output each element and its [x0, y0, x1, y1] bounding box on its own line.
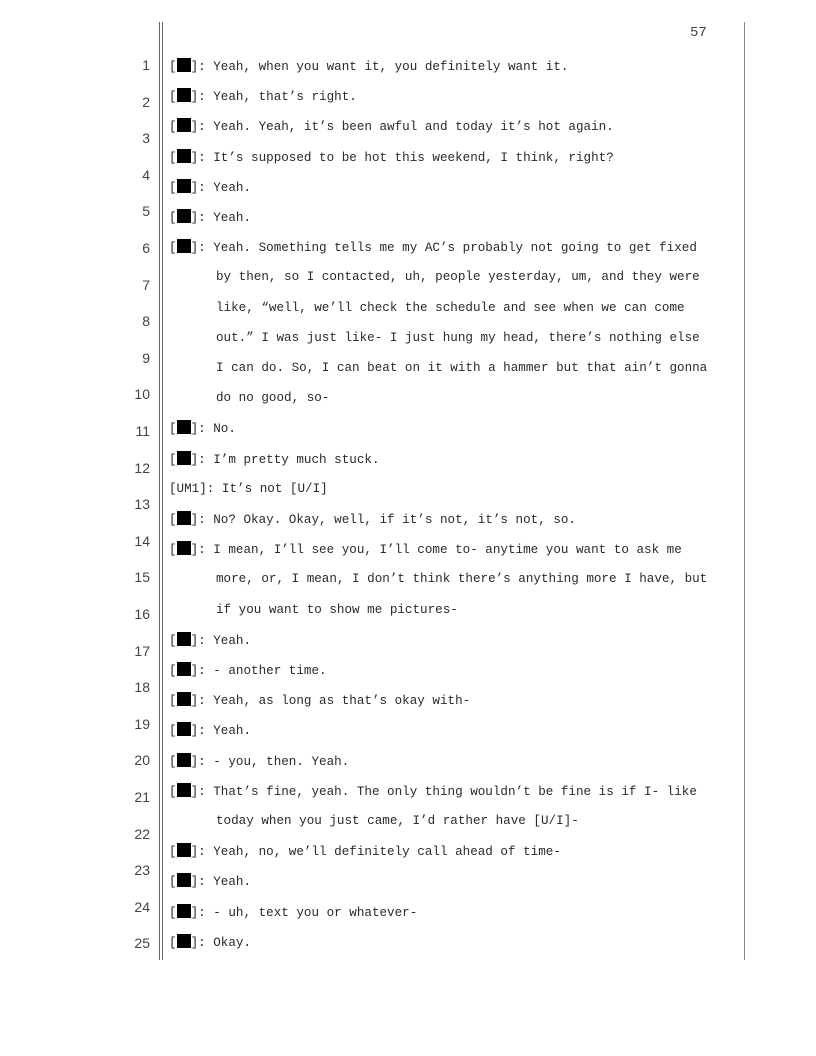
transcript-line: [ ]: I mean, I’ll see you, I’ll come to- anytime you want to ask me — [169, 543, 682, 558]
transcript-line — [216, 269, 700, 285]
transcript-line — [216, 330, 700, 346]
redaction-box — [177, 934, 191, 948]
transcript-text: ]: No. — [190, 422, 236, 437]
transcript-line: [ ]: Yeah. — [169, 180, 252, 195]
transcript-line: [ ]: No. — [169, 422, 236, 437]
redaction-box — [177, 541, 191, 555]
line-number: 12 — [134, 459, 150, 476]
line-number: 7 — [142, 276, 150, 293]
redaction-box — [177, 209, 191, 223]
transcript-text: ]: Yeah, no, we’ll definitely call ahead of time- — [190, 845, 561, 860]
transcript-text: ]: No? Okay. Okay, well, if it’s not, it’s not, so. — [190, 513, 576, 527]
transcript-line — [216, 390, 329, 406]
line-number: 16 — [134, 606, 150, 622]
transcript-text: ]: - uh, text you or whatever- — [190, 905, 418, 920]
speaker-label: [UM1] — [169, 481, 207, 496]
transcript-line: [ ]: I’m pretty much stuck. — [169, 452, 380, 467]
transcript-line: [ ]: That’s fine, yeah. The only thing wouldn’t be fine is if I- like — [169, 784, 697, 799]
transcript-text: out.” I was just like- I just hung my head, there’s nothing else — [216, 330, 700, 345]
line-number: 20 — [134, 752, 150, 769]
line-number: 5 — [142, 203, 150, 220]
transcript-line: [ ]: Yeah. — [169, 724, 252, 739]
transcript-text: ]: That’s fine, yeah. The only thing wouldn’t be fine is if I- like — [190, 784, 697, 799]
line-number: 24 — [134, 898, 150, 915]
redaction-box — [177, 722, 191, 736]
redaction-box — [177, 118, 191, 132]
redaction-box — [177, 692, 191, 706]
transcript-line: [ ]: Yeah, when you want it, you definitely want it. — [169, 60, 569, 74]
transcript-line: [ ]: Yeah. — [169, 875, 252, 890]
line-number: 11 — [135, 423, 150, 439]
transcript-text: ]: Okay. — [190, 935, 252, 950]
redaction-box — [177, 239, 191, 253]
transcript-line: [ ]: Yeah, as long as that’s okay with- — [169, 694, 471, 709]
line-number: 22 — [134, 825, 150, 842]
line-number: 15 — [134, 569, 150, 586]
left-margin-rule-inner — [162, 22, 163, 960]
transcript-text: ]: Yeah. — [190, 633, 252, 648]
transcript-line: [ ]: Yeah. — [169, 211, 252, 225]
transcript-text: : It’s not [U/I] — [206, 481, 328, 496]
transcript-text: ]: Yeah. Yeah, it’s been awful and today it’s hot again. — [190, 120, 614, 135]
transcript-line: [ ]: Yeah. Yeah, it’s been awful and today it’s hot again. — [169, 120, 614, 135]
transcript-text: I can do. So, I can beat on it with a hammer but that ain’t gonna — [216, 361, 708, 375]
redaction-box — [177, 662, 191, 676]
transcript-text: ]: Yeah. — [190, 724, 252, 739]
transcript-text: ]: - you, then. Yeah. — [190, 754, 350, 769]
line-number: 19 — [134, 715, 150, 732]
transcript-text: ]: Yeah, that’s right. — [190, 90, 357, 105]
redaction-box — [177, 632, 191, 646]
redaction-box — [177, 753, 191, 767]
redaction-box — [177, 179, 191, 193]
transcript-text: ]: Yeah. — [190, 211, 252, 225]
line-number: 2 — [142, 93, 150, 110]
redaction-box — [177, 873, 191, 887]
transcript-line: [ ]: Yeah. Something tells me my AC’s probably not going to get fixed — [169, 241, 697, 256]
transcript-text: ]: Yeah, as long as that’s okay with- — [190, 694, 471, 709]
transcript-text: ]: I mean, I’ll see you, I’ll come to- anytime you want to ask me — [190, 543, 682, 558]
redaction-box — [177, 88, 191, 102]
transcript-text: ]: Yeah. Something tells me my AC’s probably not going to get fixed — [190, 241, 697, 256]
transcript-line: [ ]: - you, then. Yeah. — [169, 754, 350, 769]
redaction-box — [177, 511, 191, 525]
redaction-box — [177, 843, 191, 857]
line-number: 4 — [142, 166, 150, 183]
line-number: 1 — [142, 57, 150, 73]
transcript-line: [ ]: - another time. — [169, 664, 327, 678]
transcript-line: [ ]: Yeah, that’s right. — [169, 90, 357, 105]
transcript-line: [ ]: Okay. — [169, 935, 252, 950]
line-number: 3 — [142, 130, 150, 147]
redaction-box — [177, 783, 191, 797]
line-number: 17 — [134, 642, 150, 659]
redaction-box — [177, 420, 191, 434]
redaction-box — [177, 149, 191, 163]
line-number: 25 — [134, 935, 150, 952]
line-number: 13 — [134, 496, 150, 513]
line-number: 10 — [134, 386, 150, 403]
transcript-line: [ ]: No? Okay. Okay, well, if it’s not, it’s not, so. — [169, 513, 576, 527]
transcript-line — [216, 602, 458, 618]
transcript-text: do no good, so- — [216, 391, 330, 406]
transcript-line — [216, 813, 579, 829]
line-number: 18 — [134, 679, 150, 696]
redaction-box — [177, 58, 191, 72]
transcript-text: ]: - another time. — [190, 664, 327, 678]
transcript-text: ]: Yeah, when you want it, you definitely want it. — [190, 60, 569, 74]
transcript-line: [ ]: Yeah, no, we’ll definitely call ahead of time- — [169, 845, 561, 860]
transcript-text: ]: Yeah. — [190, 180, 252, 195]
redaction-box — [177, 904, 191, 918]
transcript-line: [ ]: - uh, text you or whatever- — [169, 905, 418, 920]
transcript-line — [216, 360, 707, 376]
page-number: 57 — [690, 25, 707, 41]
redaction-box — [177, 451, 191, 465]
line-number: 9 — [142, 349, 150, 366]
transcript-line: [ ]: It’s supposed to be hot this weekend, I think, right? — [169, 150, 614, 165]
transcript-text: more, or, I mean, I don’t think there’s anything more I have, but — [216, 572, 708, 587]
left-margin-rule — [159, 22, 160, 960]
transcript-line: [ ]: Yeah. — [169, 633, 252, 648]
line-number: 23 — [134, 862, 150, 879]
right-margin-rule — [744, 22, 745, 960]
transcript-text: ]: Yeah. — [190, 875, 252, 890]
transcript-text: by then, so I contacted, uh, people yesterday, um, and they were — [216, 270, 700, 285]
transcript-text: ]: I’m pretty much stuck. — [190, 452, 380, 467]
line-number: 21 — [134, 789, 150, 805]
line-number: 6 — [142, 240, 150, 256]
line-number: 14 — [134, 532, 150, 549]
transcript-text: today when you just came, I’d rather have [U/I]- — [216, 814, 579, 828]
line-number: 8 — [142, 313, 150, 330]
transcript-text: if you want to show me pictures- — [216, 602, 458, 617]
transcript-line — [169, 481, 328, 497]
transcript-text: ]: It’s supposed to be hot this weekend, I think, right? — [190, 150, 614, 165]
transcript-line — [216, 300, 685, 316]
transcript-line — [216, 571, 707, 587]
transcript-text: like, “well, we’ll check the schedule and see when we can come — [216, 300, 685, 315]
